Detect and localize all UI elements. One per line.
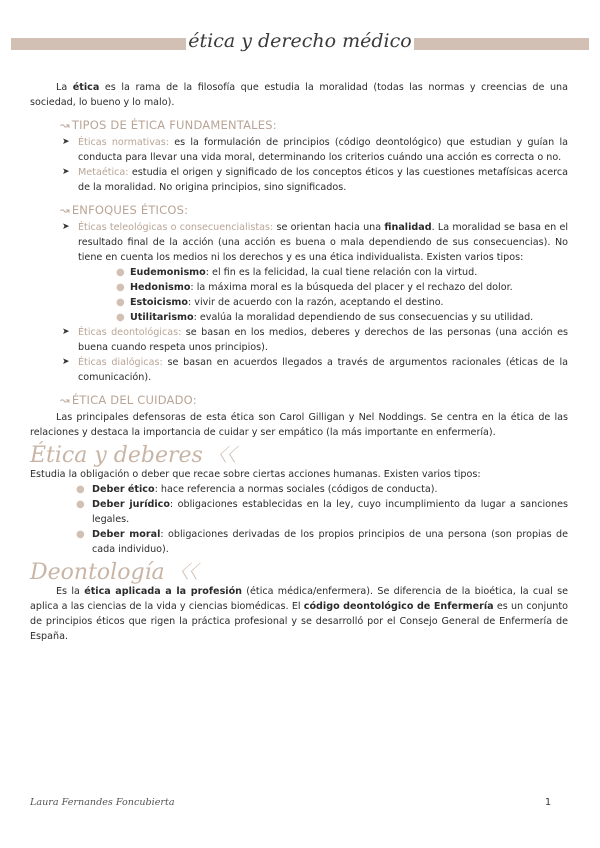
curved-arrow-icon: ↝ <box>60 393 70 407</box>
arrowhead-bullet-icon: ➤ <box>62 357 70 367</box>
curved-arrow-icon: ↝ <box>60 118 70 132</box>
arrowhead-bullet-icon: ➤ <box>62 137 70 147</box>
heading-tipos: ↝ TIPOS DE ÉTICA FUNDAMENTALES: <box>60 118 277 132</box>
dot-bullet-icon: ● <box>116 267 125 278</box>
intro-paragraph: La ética es la rama de la filosofía que estudia la moralidad (todas las normas y creencias de una sociedad, lo bueno y lo malo). <box>30 82 568 108</box>
dot-bullet-icon: ● <box>76 529 85 540</box>
page-number: 1 <box>545 797 552 808</box>
list-item: ● Deber moral: obligaciones derivadas de los propios principios de una persona (son propias de cada individuo). <box>76 529 568 555</box>
sub-list-item: ● Utilitarismo: evalúa la moralidad dependiendo de sus consecuencias y su utilidad. <box>116 312 534 323</box>
deberes-intro: Estudia la obligación o deber que recae sobre ciertas acciones humanas. Existen varios tipos: <box>30 469 481 480</box>
section-title-deberes: Ética y deberes 〈〈 <box>30 443 236 468</box>
heading-cuidado: ↝ ÉTICA DEL CUIDADO: <box>60 393 197 407</box>
brush-stroke-icon: 〈〈 <box>208 445 236 466</box>
dot-bullet-icon: ● <box>116 312 125 323</box>
list-item: ➤ Éticas teleológicas o consecuencialistas: se orientan hacia una finalidad. La moralidad se basa en el resultado final de la acción (una acción es buena o mala dependiendo de sus consecuencias). No tiene en cuenta los medios ni los derechos y es una ética individualista. Existen varios tipos: <box>62 222 569 263</box>
cuidado-paragraph: Las principales defensoras de esta ética son Carol Gilligan y Nel Noddings. Se centra en la ética de las relaciones y destaca la importancia de cuidar y ser empático (la más importante en enfermería). <box>30 412 568 438</box>
arrowhead-bullet-icon: ➤ <box>62 327 70 337</box>
dot-bullet-icon: ● <box>116 282 125 293</box>
dot-bullet-icon: ● <box>76 499 85 510</box>
list-item: ● Deber ético: hace referencia a normas sociales (códigos de conducta). <box>76 484 438 495</box>
deontologia-paragraph: Es la ética aplicada a la profesión (ética médica/enfermera). Se diferencia de la bioética, la cual se aplica a las ciencias de la vida y ciencias biomédicas. El código deontológico de Enfermería es un conjunto de principios éticos que rigen la práctica profesional y se desarrolló por el Consejo General de Enfermería de España. <box>30 586 569 642</box>
dot-bullet-icon: ● <box>76 484 85 495</box>
page-title: ética y derecho médico <box>188 30 412 52</box>
section-title-deontologia: Deontología 〈〈 <box>30 560 198 585</box>
sub-list-item: ● Eudemonismo: el fin es la felicidad, la cual tiene relación con la virtud. <box>116 267 478 278</box>
list-item: ➤ Éticas normativas: es la formulación de principios (código deontológico) que estudian y guían la conducta para llevar una vida moral, determinando los criterios cuándo una acción es correcta o no. <box>62 137 568 163</box>
curved-arrow-icon: ↝ <box>60 203 70 217</box>
arrowhead-bullet-icon: ➤ <box>62 222 70 232</box>
list-item: ➤ Éticas deontológicas: se basan en los medios, deberes y derechos de las personas (una acción es buena cuando respeta unos principios). <box>62 327 568 353</box>
title-bar-left <box>11 38 186 50</box>
list-item: ● Deber jurídico: obligaciones establecidas en la ley, cuyo incumplimiento da lugar a sanciones legales. <box>76 499 568 525</box>
list-item: ➤ Éticas dialógicas: se basan en acuerdos llegados a través de argumentos racionales (éticas de la comunicación). <box>62 357 568 383</box>
heading-enfoques: ↝ ENFOQUES ÉTICOS: <box>60 203 189 217</box>
title-bar-right <box>414 38 589 50</box>
brush-stroke-icon: 〈〈 <box>170 562 198 583</box>
footer-author: Laura Fernandes Foncubierta <box>30 797 175 808</box>
dot-bullet-icon: ● <box>116 297 125 308</box>
document-body <box>30 80 568 644</box>
list-item: ➤ Metaética: estudia el origen y significado de los conceptos éticos y las cuestiones metafísicas acerca de la moralidad. No origina principios, sino significados. <box>62 167 568 193</box>
sub-list-item: ● Estoicismo: vivir de acuerdo con la razón, aceptando el destino. <box>116 297 444 308</box>
sub-list-item: ● Hedonismo: la máxima moral es la búsqueda del placer y el rechazo del dolor. <box>116 282 513 293</box>
arrowhead-bullet-icon: ➤ <box>62 167 70 177</box>
